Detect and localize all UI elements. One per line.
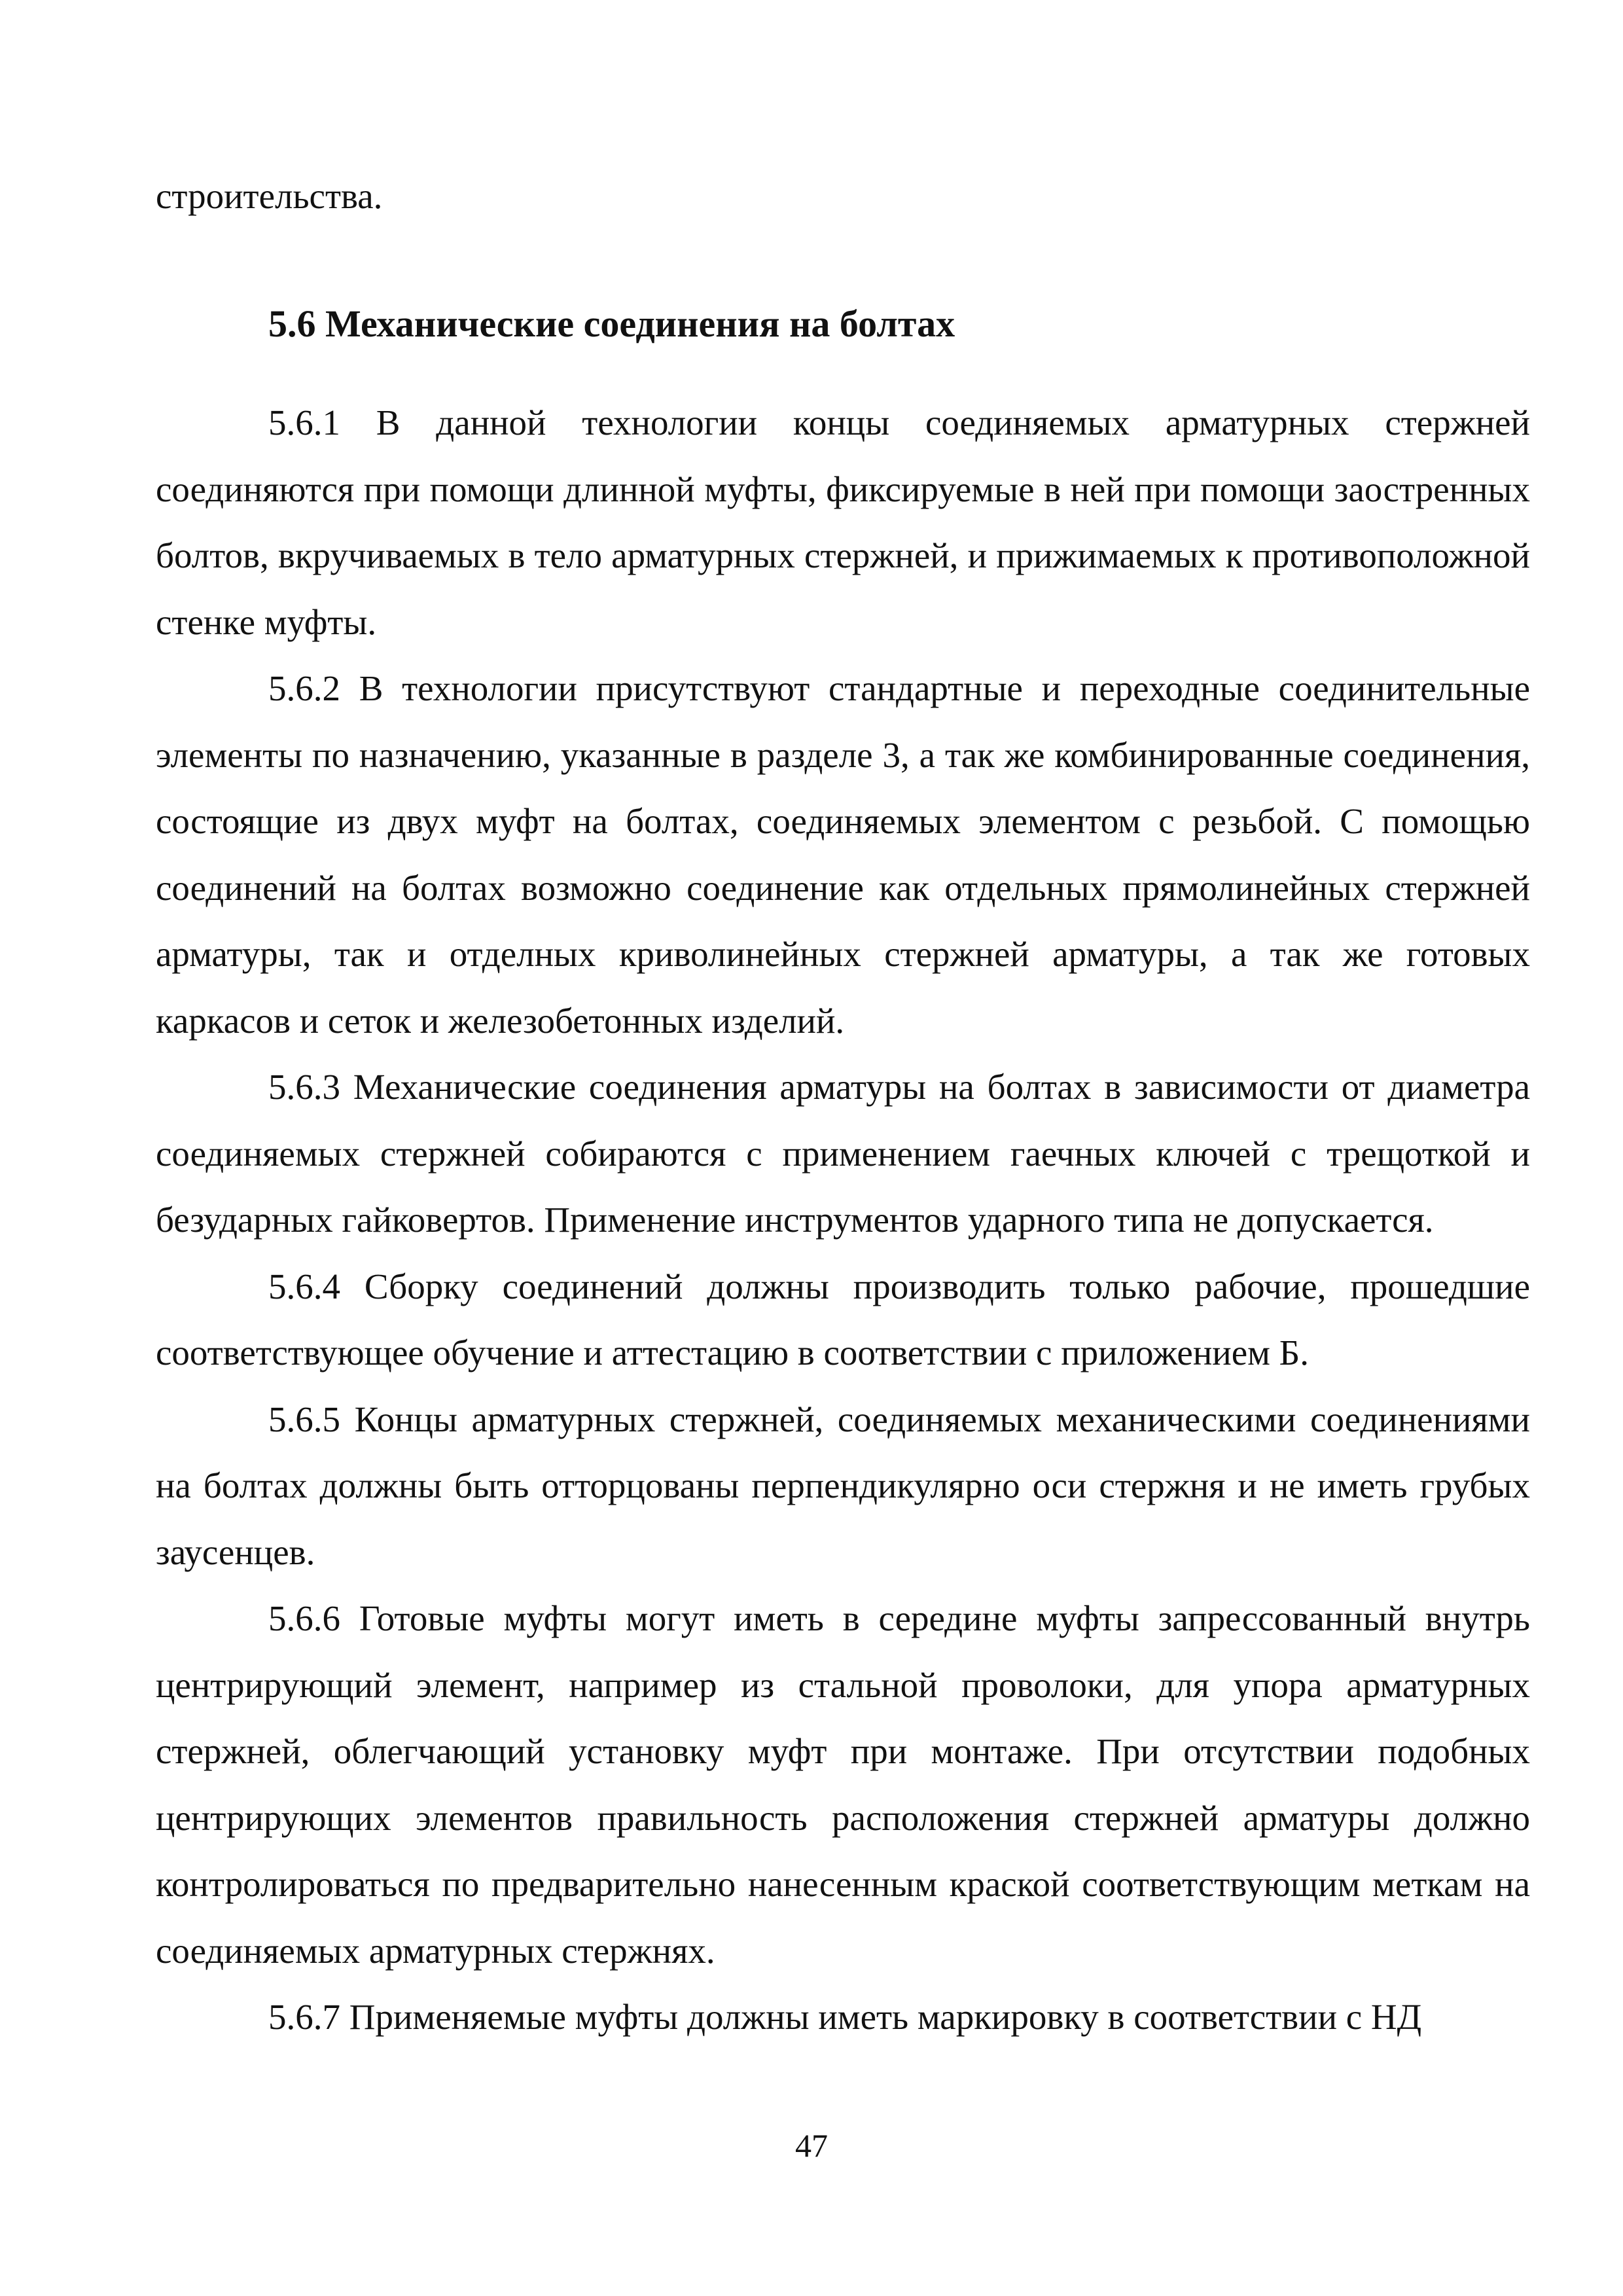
section-body — [156, 389, 1530, 2051]
section-heading: 5.6 Механические соединения на болтах — [268, 302, 955, 345]
paragraph-5-6-4: 5.6.4 Сборку соединений должны производить только рабочие, прошедшие соответствующее обучение и аттестацию в соответствии с приложением Б. — [156, 1266, 1530, 1372]
paragraph-5-6-5: 5.6.5 Концы арматурных стержней, соединяемых механическими соединениями на болтах должны быть отторцованы перпендикулярно оси стержня и не иметь грубых заусенцев. — [156, 1399, 1530, 1572]
paragraph-5-6-7: 5.6.7 Применяемые муфты должны иметь маркировку в соответствии с НД — [268, 1997, 1422, 2037]
paragraph-5-6-2: 5.6.2 В технологии присутствуют стандартные и переходные соединительные элементы по назначению, указанные в разделе 3, а так же комбинированные соединения, состоящие из двух муфт на болтах, соединяемых элементом с резьбой. С помощью соединений на болтах возможно соединение как отдельных прямолинейных стержней арматуры, так и отделных криволинейных стержней арматуры, а так же готовых каркасов и сеток и железобетонных изделий. — [156, 668, 1530, 1041]
paragraph-5-6-3: 5.6.3 Механические соединения арматуры на болтах в зависимости от диаметра соединяемых стержней собираются с применением гаечных ключей с трещоткой и безударных гайковертов. Применение инструментов ударного типа не допускается. — [156, 1067, 1530, 1240]
paragraph-5-6-1: 5.6.1 В данной технологии концы соединяемых арматурных стержней соединяются при помощи длинной муфты, фиксируемые в ней при помощи заостренных болтов, вкручиваемых в тело арматурных стержней, и прижимаемых к противоположной стенке муфты. — [156, 403, 1530, 642]
continuation-text: строительства. — [156, 176, 383, 216]
paragraph-5-6-6: 5.6.6 Готовые муфты могут иметь в середине муфты запрессованный внутрь центрирующий элемент, например из стальной проволоки, для упора арматурных стержней, облегчающий установку муфт при монтаже. При отсутствии подобных центрирующих элементов правильность расположения стержней арматуры должно контролироваться по предварительно нанесенным краской соответствующим меткам на соединяемых арматурных стержнях. — [156, 1598, 1530, 1971]
page-number: 47 — [795, 2127, 828, 2164]
